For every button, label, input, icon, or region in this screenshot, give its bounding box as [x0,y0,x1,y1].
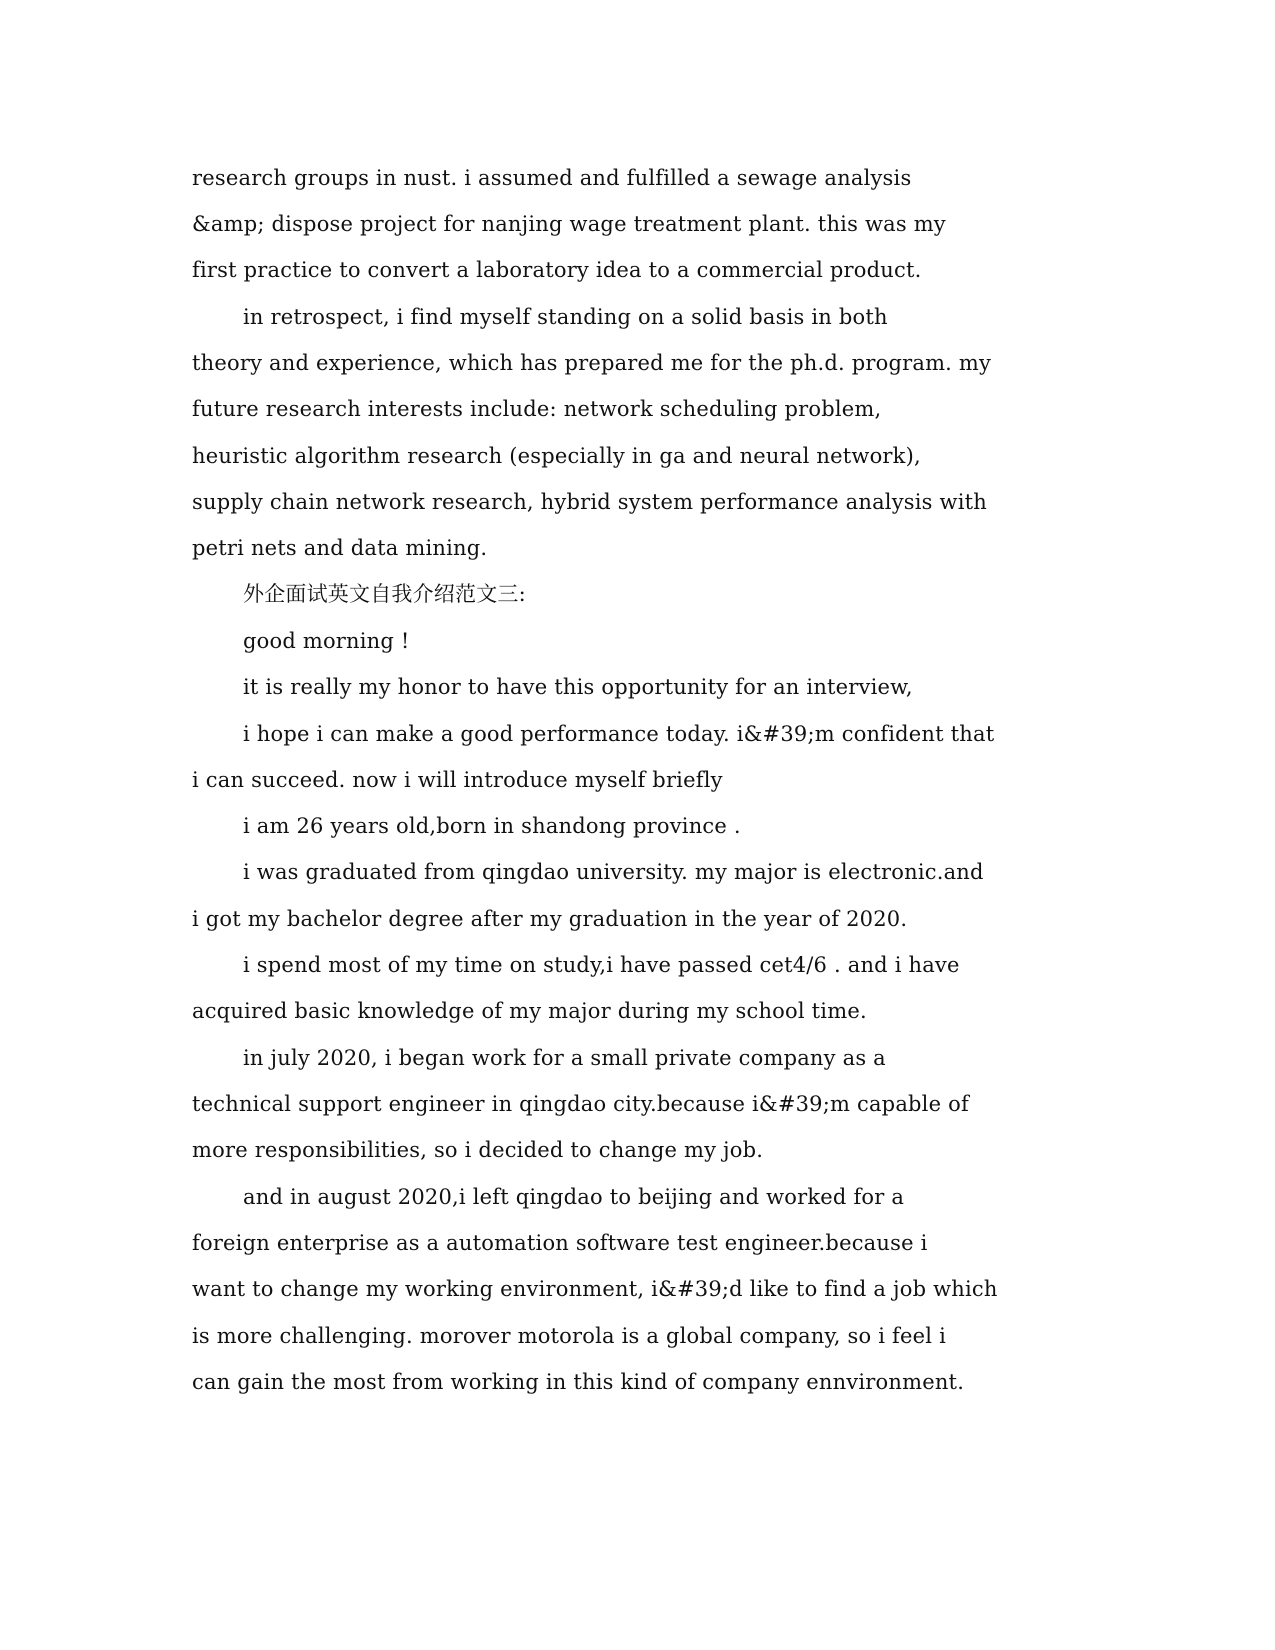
paragraph-first-line: in retrospect, i find myself standing on a solid basis in both [243,305,888,329]
text-line: petri nets and data mining. [192,536,488,560]
paragraph-first-line: good morning ! [243,629,410,653]
text-line: theory and experience, which has prepared me for the ph.d. program. my [192,351,992,375]
text-line: heuristic algorithm research (especially in ga and neural network), [192,444,921,468]
text-line: supply chain network research, hybrid system performance analysis with [192,490,987,514]
text-line: research groups in nust. i assumed and fulfilled a sewage analysis [192,166,912,190]
text-line: future research interests include: network scheduling problem, [192,397,882,421]
paragraph-first-line: i was graduated from qingdao university. my major is electronic.and [243,860,984,884]
paragraph-first-line: i hope i can make a good performance today. i&#39;m confident that [243,722,995,746]
paragraph-first-line: i am 26 years old,born in shandong province . [243,814,741,838]
text-line: acquired basic knowledge of my major during my school time. [192,999,867,1023]
text-line: technical support engineer in qingdao city.because i&#39;m capable of [192,1092,969,1116]
text-line: i can succeed. now i will introduce myself briefly [192,768,723,792]
text-line: &amp; dispose project for nanjing wage treatment plant. this was my [192,212,946,236]
paragraph-first-line: in july 2020, i began work for a small private company as a [243,1046,886,1070]
text-line: more responsibilities, so i decided to change my job. [192,1138,764,1162]
section-heading: 外企面试英文自我介绍范文三: [243,582,526,606]
text-line: is more challenging. morover motorola is a global company, so i feel i [192,1324,946,1348]
paragraph-first-line: i spend most of my time on study,i have passed cet4/6 . and i have [243,953,960,977]
text-line: i got my bachelor degree after my graduation in the year of 2020. [192,907,908,931]
text-line: first practice to convert a laboratory idea to a commercial product. [192,258,922,282]
text-line: foreign enterprise as a automation software test engineer.because i [192,1231,928,1255]
paragraph-first-line: it is really my honor to have this opportunity for an interview, [243,675,913,699]
paragraph-first-line: and in august 2020,i left qingdao to beijing and worked for a [243,1185,905,1209]
text-line: want to change my working environment, i&#39;d like to find a job which [192,1277,998,1301]
text-line: can gain the most from working in this kind of company ennvironment. [192,1370,965,1394]
